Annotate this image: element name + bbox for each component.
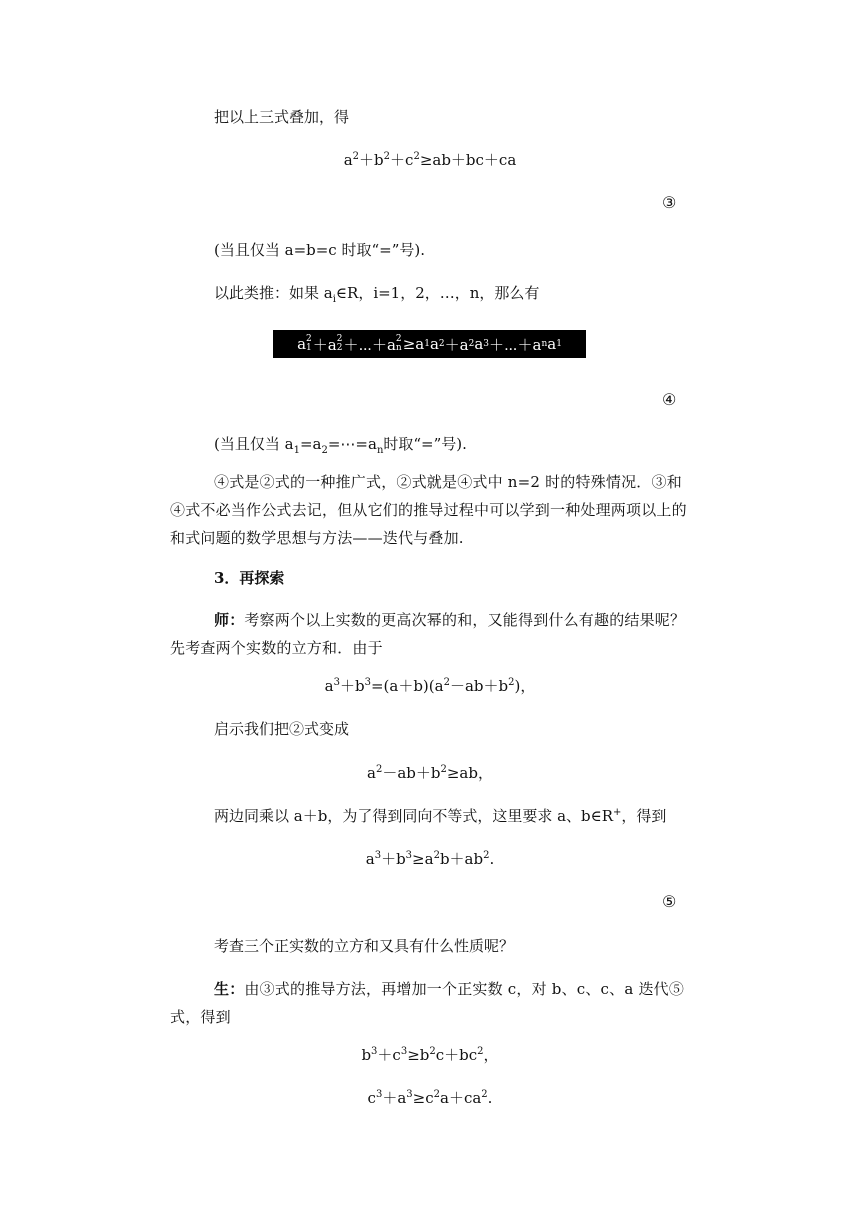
section-heading: 3．再探索 [214,569,285,587]
equality-condition-1: (当且仅当 a=b=c 时取“=”号). [214,241,425,259]
equation-ca: $c^3+a^3\ge c^2a+ca^2$. [367,1089,493,1107]
student-paragraph: 生：由③式的推导方法，再增加一个正实数 c，对 b、c、c、a 迭代⑤式，得到 [170,980,685,1026]
analogy-paragraph: 以此类推：如果 $a_i\in R$，i=1，2，…，n，那么有 [214,284,540,305]
equation-bc: $b^3+c^3\ge b^2c+bc^2$， [361,1046,499,1064]
equation-number-5: ⑤ [662,892,677,911]
equation-number-4: ④ [662,390,677,409]
general-inequality-formula-image: a 2 1 ＋a 2 2 ＋⋯＋a 2 n ≥a 1 a 2 ＋a 2 a 3 ＋⋯＋a n a 1 [273,330,586,358]
equation-number-3: ③ [662,193,677,212]
equation-sum-of-cubes: $a^3+b^3=(a+b)(a^2-ab+b^2)$， [324,677,536,695]
equation-transformed: $a^2-ab+b^2\ge ab$， [367,764,493,782]
equation-5: $a^3+b^3\ge a^2b+ab^2$. [365,850,495,868]
multiply-paragraph: 两边同乘以 a＋b，为了得到同向不等式，这里要求 a、b∈R+，得到 [214,807,667,825]
generalization-paragraph: ④式是②式的一种推广式，②式就是④式中 n=2 时的特殊情况．③和④式不必当作公式去记，但从它们的推导过程中可以学到一种处理两项以上的和式问题的数学思想与方法——迭代与叠加. [170,473,687,547]
equation-sum-of-squares: $a^2+b^2+c^2\ge ab+bc+ca$ [343,151,517,169]
intro-paragraph: 把以上三式叠加，得 [214,108,350,126]
hint-paragraph: 启示我们把②式变成 [214,720,350,738]
teacher-paragraph: 师：考察两个以上实数的更高次幂的和，又能得到什么有趣的结果呢？先考查两个实数的立方和．由于 [170,611,686,657]
equality-condition-2: (当且仅当 $a_1=a_2=\cdots=a_n$时取“=”号). [214,435,467,456]
question-paragraph: 考查三个正实数的立方和又具有什么性质呢？ [214,937,515,955]
